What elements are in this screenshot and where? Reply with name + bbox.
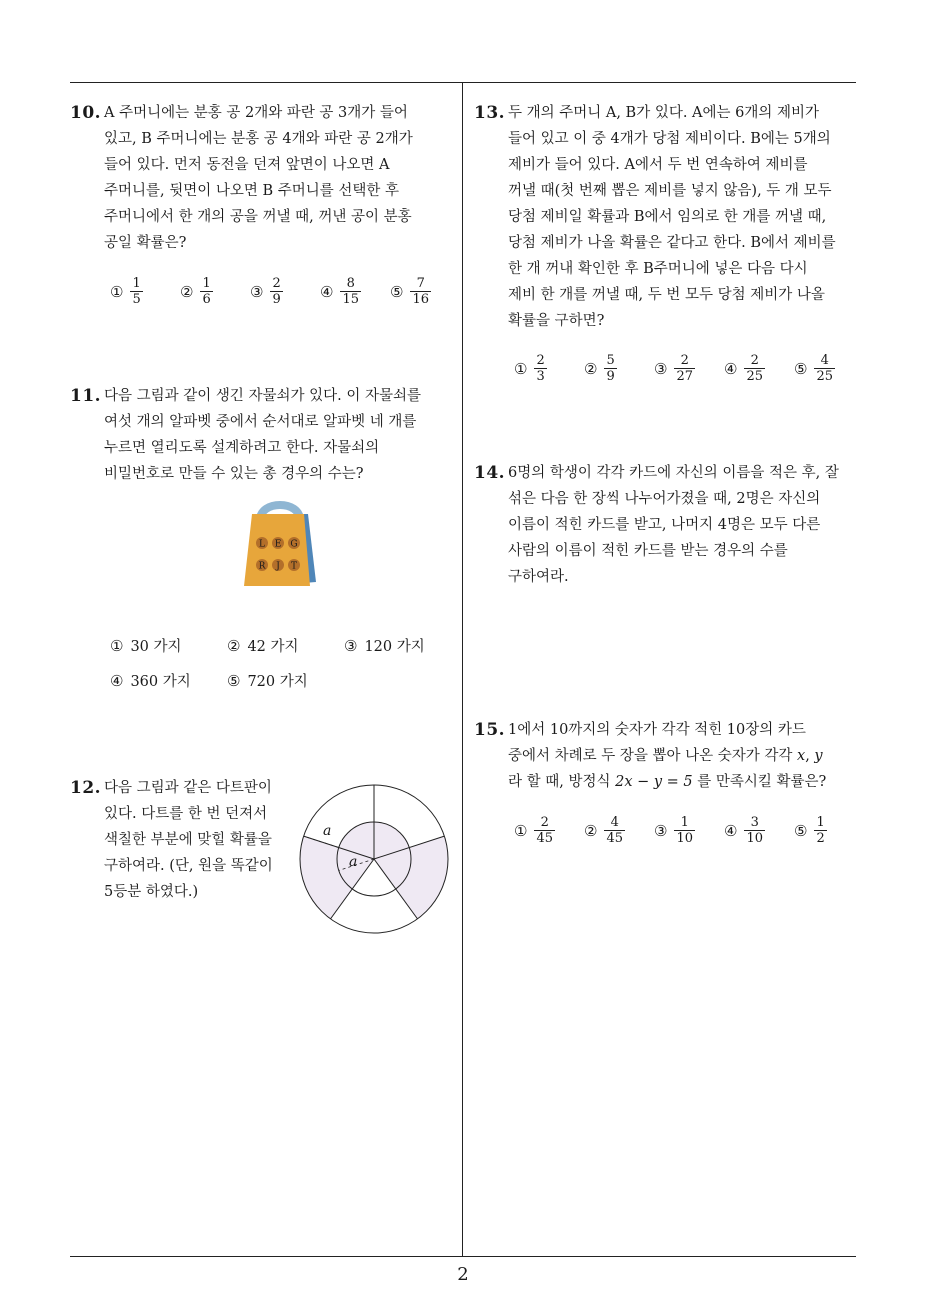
text-line: 중에서 차례로 두 장을 뽑아 나온 숫자가 각각 x, y (508, 748, 823, 764)
problem-text (104, 383, 460, 487)
text-line: 이름이 적힌 카드를 받고, 나머지 4명은 모두 다른 (508, 517, 821, 533)
problem-number: 13. (474, 103, 506, 123)
fraction: $\frac{1}{10}$ (676, 815, 693, 846)
text-line: 당첨 제비가 나올 확률은 같다고 한다. B에서 제비를 (508, 235, 836, 251)
text-line: 있고, B 주머니에는 분홍 공 4개와 파란 공 2개가 (104, 131, 413, 147)
problem-13 (474, 100, 864, 334)
text-line: 확률을 구하면? (508, 313, 605, 329)
label-a-outer: a (323, 823, 332, 839)
choice-3[interactable]: ③ $\frac{2}{9}$ (250, 276, 281, 307)
text-line: 구하여라. (508, 569, 569, 585)
text-line: 1에서 10까지의 숫자가 각각 적힌 10장의 카드 (508, 722, 806, 738)
top-rule (70, 82, 856, 83)
fraction: $\frac{2}{25}$ (746, 353, 763, 384)
key-letter: R (258, 561, 266, 572)
text-line: 라 할 때, 방정식 2x − y = 5 를 만족시킬 확률은? (508, 774, 827, 790)
fraction: $\frac{2}{9}$ (272, 276, 281, 307)
text-line: 사람의 이름이 적힌 카드를 받는 경우의 수를 (508, 543, 788, 559)
fraction: $\frac{8}{15}$ (342, 276, 359, 307)
bottom-rule (70, 1256, 856, 1257)
dartboard-diagram (297, 782, 451, 936)
choice-2[interactable]: ② $\frac{1}{6}$ (180, 276, 211, 307)
choice-1[interactable]: ① $\frac{1}{5}$ (110, 276, 141, 307)
key-letter: L (259, 539, 265, 550)
padlock-body (244, 514, 310, 586)
choice-2[interactable]: ② 42 가지 (227, 636, 299, 655)
fraction: $\frac{2}{45}$ (536, 815, 553, 846)
text-line: 있다. 다트를 한 번 던져서 (104, 806, 268, 822)
fraction: $\frac{1}{5}$ (132, 276, 141, 307)
choice-4[interactable]: ④ 360 가지 (110, 671, 191, 690)
text-line: 들어 있다. 먼저 동전을 던져 앞면이 나오면 A (104, 157, 390, 173)
key-letter: G (290, 539, 298, 550)
fraction: $\frac{2}{27}$ (676, 353, 693, 384)
choice-5[interactable]: ⑤ $\frac{7}{16}$ (390, 276, 429, 307)
text-line: 색칠한 부분에 맞힐 확률을 (104, 832, 272, 848)
padlock-image (238, 494, 322, 592)
variable-y: y (814, 748, 823, 764)
fraction: $\frac{3}{10}$ (746, 815, 763, 846)
page-number: 2 (457, 1264, 469, 1285)
text-line: 제비가 들어 있다. A에서 두 번 연속하여 제비를 (508, 157, 808, 173)
choice-4[interactable]: ④ $\frac{2}{25}$ (724, 353, 763, 384)
key-letter: T (290, 561, 298, 572)
problem-number: 15. (474, 720, 506, 740)
text-line: 여섯 개의 알파벳 중에서 순서대로 알파벳 네 개를 (104, 414, 417, 430)
choices-13 (514, 353, 854, 384)
problem-number: 10. (70, 103, 102, 123)
problem-text (104, 100, 460, 256)
problem-11 (70, 383, 460, 487)
fraction: $\frac{7}{16}$ (412, 276, 429, 307)
text-line: 다음 그림과 같은 다트판이 (104, 780, 272, 796)
text-line: 5등분 하였다.) (104, 884, 199, 900)
text-line: 섞은 다음 한 장씩 나누어가졌을 때, 2명은 자신의 (508, 491, 821, 507)
problem-15 (474, 717, 864, 795)
choices-15 (514, 815, 854, 846)
text-line: 제비 한 개를 꺼낼 때, 두 번 모두 당첨 제비가 나올 (508, 287, 825, 303)
choice-5[interactable]: ⑤ $\frac{4}{25}$ (794, 353, 833, 384)
choice-2[interactable]: ② $\frac{5}{9}$ (584, 353, 615, 384)
text-line: A 주머니에는 분홍 공 2개와 파란 공 3개가 들어 (104, 105, 408, 121)
choices-11 (110, 635, 461, 705)
problem-10 (70, 100, 460, 256)
fraction: $\frac{1}{2}$ (816, 815, 825, 846)
text-line: 꺼낼 때(첫 번째 뽑은 제비를 넣지 않음), 두 개 모두 (508, 183, 832, 199)
problem-12 (70, 775, 300, 905)
choice-1[interactable]: ① $\frac{2}{3}$ (514, 353, 545, 384)
text-line: 누르면 열리도록 설계하려고 한다. 자물쇠의 (104, 440, 380, 456)
label-a-inner: a (349, 854, 358, 870)
key-letter: E (274, 539, 282, 550)
fraction: $\frac{5}{9}$ (606, 353, 615, 384)
choice-3[interactable]: ③ 120 가지 (344, 636, 425, 655)
fraction: $\frac{4}{25}$ (816, 353, 833, 384)
problem-14 (474, 460, 864, 590)
text-line: 주머니에서 한 개의 공을 꺼낼 때, 꺼낸 공이 분홍 (104, 209, 412, 225)
variable-x: x (797, 748, 806, 764)
problem-text (508, 717, 864, 795)
problem-number: 11. (70, 386, 102, 406)
fraction: $\frac{4}{45}$ (606, 815, 623, 846)
fraction: $\frac{1}{6}$ (202, 276, 211, 307)
choices-10 (110, 276, 450, 307)
choice-1[interactable]: ① 30 가지 (110, 636, 182, 655)
choice-5[interactable]: ⑤ $\frac{1}{2}$ (794, 815, 825, 846)
text-line: 주머니를, 뒷면이 나오면 B 주머니를 선택한 후 (104, 183, 400, 199)
choice-4[interactable]: ④ $\frac{3}{10}$ (724, 815, 763, 846)
fraction: $\frac{2}{3}$ (536, 353, 545, 384)
key-letter: J (276, 561, 280, 572)
problem-number: 12. (70, 778, 102, 798)
choice-3[interactable]: ③ $\frac{1}{10}$ (654, 815, 693, 846)
choice-5[interactable]: ⑤ 720 가지 (227, 671, 308, 690)
problem-text (508, 460, 864, 590)
text-line: 한 개 꺼내 확인한 후 B주머니에 넣은 다음 다시 (508, 261, 808, 277)
text-line: 당첨 제비일 확률과 B에서 임의로 한 개를 꺼낼 때, (508, 209, 827, 225)
equation: 2x − y = 5 (615, 774, 693, 790)
text-line: 공일 확률은? (104, 235, 187, 251)
problem-text (508, 100, 864, 334)
text-line: 다음 그림과 같이 생긴 자물쇠가 있다. 이 자물쇠를 (104, 388, 422, 404)
text-line: 비밀번호로 만들 수 있는 총 경우의 수는? (104, 466, 364, 482)
text-line: 두 개의 주머니 A, B가 있다. A에는 6개의 제비가 (508, 105, 820, 121)
choice-1[interactable]: ① $\frac{2}{45}$ (514, 815, 553, 846)
text-line: 구하여라. (단, 원을 똑같이 (104, 858, 273, 874)
problem-text (104, 775, 300, 905)
choice-3[interactable]: ③ $\frac{2}{27}$ (654, 353, 693, 384)
text-line: 6명의 학생이 각각 카드에 자신의 이름을 적은 후, 잘 (508, 465, 839, 481)
column-divider (462, 82, 463, 1256)
choice-4[interactable]: ④ $\frac{8}{15}$ (320, 276, 359, 307)
choice-2[interactable]: ② $\frac{4}{45}$ (584, 815, 623, 846)
text-line: 들어 있고 이 중 4개가 당첨 제비이다. B에는 5개의 (508, 131, 831, 147)
problem-number: 14. (474, 463, 506, 483)
